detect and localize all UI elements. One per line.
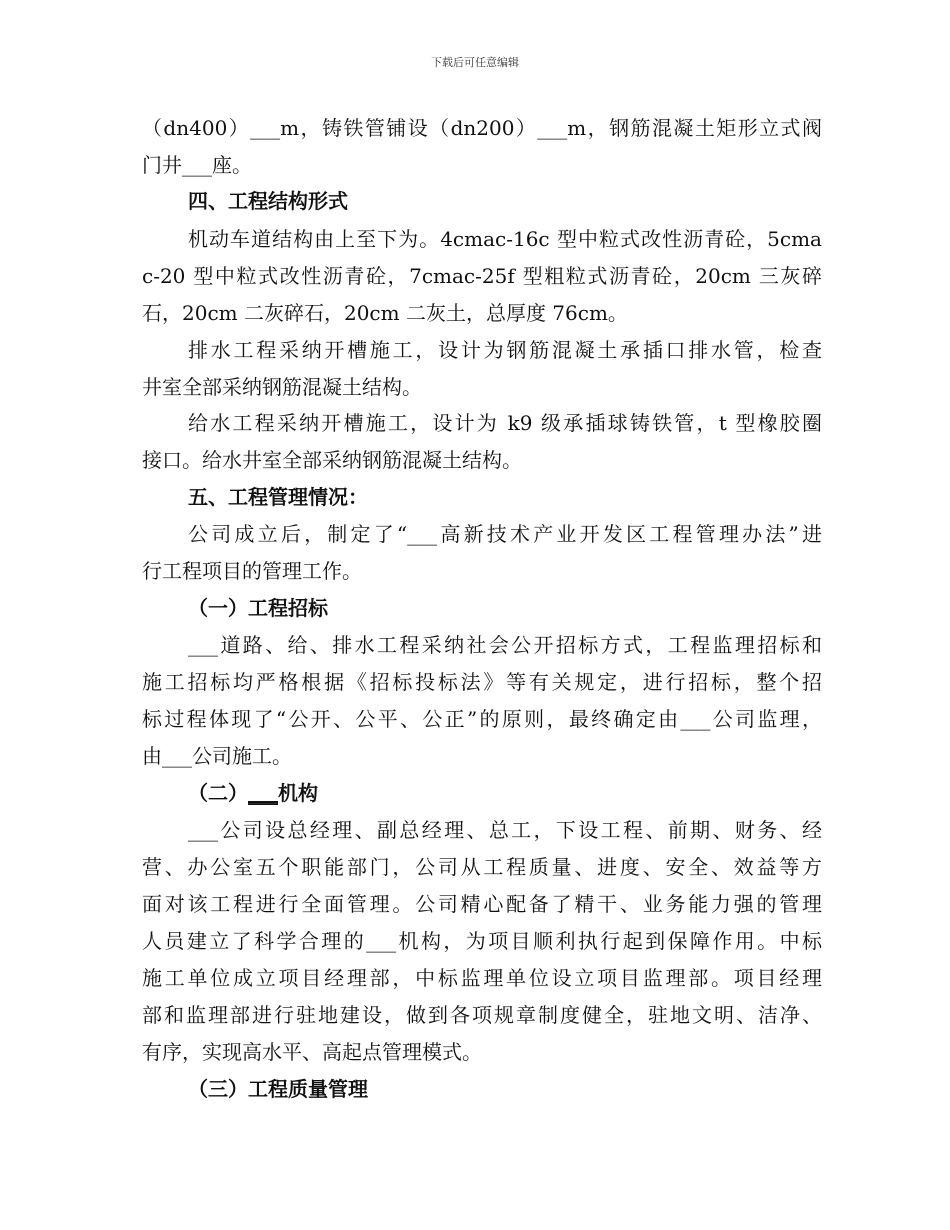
paragraph-line: 面对该工程进行全面管理。公司精心配备了精干、业务能力强的管理	[142, 892, 822, 916]
heading-suffix: 机构	[278, 781, 318, 805]
paragraph-line: 门井___座。	[142, 153, 252, 177]
paragraph-line: 给水工程采纳开槽施工，设计为 k9 级承插球铸铁管，t 型橡胶圈	[188, 411, 822, 435]
paragraph-line: 标过程体现了“公开、公平、公正”的原则，最终确定由___公司监理，	[142, 707, 822, 731]
paragraph-line: 行工程项目的管理工作。	[142, 559, 362, 583]
paragraph-line: c-20 型中粒式改性沥青砼，7cmac-25f 型粗粒式沥青砼，20cm 三灰碎	[142, 264, 822, 288]
paragraph-line: ___道路、给、排水工程采纳社会公开招标方式，工程监理招标和	[188, 633, 822, 657]
paragraph-line: 机动车道结构由上至下为。4cmac-16c 型中粒式改性沥青砼，5cma	[188, 227, 822, 251]
paragraph-line: 施工单位成立项目经理部，中标监理单位设立项目监理部。项目经理	[142, 966, 822, 990]
subsection-heading-organization	[188, 780, 318, 806]
paragraph-line: 公司成立后，制定了“___高新技术产业开发区工程管理办法”进	[188, 522, 822, 546]
paragraph-line: 营、办公室五个职能部门，公司从工程质量、进度、安全、效益等方	[142, 855, 822, 879]
heading-prefix: （二）	[188, 781, 248, 805]
subsection-heading-bidding: （一）工程招标	[188, 596, 328, 620]
paragraph-line: 部和监理部进行驻地建设，做到各项规章制度健全，驻地文明、洁净、	[142, 1003, 822, 1027]
paragraph-line: ___公司设总经理、副总经理、总工，下设工程、前期、财务、经	[188, 818, 822, 842]
paragraph-line: 接口。给水井室全部采纳钢筋混凝土结构。	[142, 448, 522, 472]
paragraph-line: 有序，实现高水平、高起点管理模式。	[142, 1040, 482, 1064]
paragraph-line: 由___公司施工。	[142, 744, 292, 768]
paragraph-line: 石，20cm 二灰碎石，20cm 二灰土，总厚度 76cm。	[142, 301, 628, 325]
page-header: 下载后可任意编辑	[431, 56, 519, 69]
subsection-heading-quality: （三）工程质量管理	[188, 1077, 368, 1101]
section-heading-4: 四、工程结构形式	[188, 189, 348, 213]
paragraph-line: 井室全部采纳钢筋混凝土结构。	[142, 375, 422, 399]
paragraph-line: 施工招标均严格根据《招标投标法》等有关规定，进行招标，整个招	[142, 670, 822, 694]
paragraph-line: 排水工程采纳开槽施工，设计为钢筋混凝土承插口排水管，检查	[188, 338, 822, 362]
paragraph-line: 人员建立了科学合理的___机构，为项目顺利执行起到保障作用。中标	[142, 929, 822, 953]
paragraph-line: （dn400）___m，铸铁管铺设（dn200）___m，钢筋混凝土矩形立式阀	[142, 116, 822, 140]
section-heading-5: 五、工程管理情况：	[188, 485, 368, 509]
heading-blank: ___	[248, 781, 278, 805]
